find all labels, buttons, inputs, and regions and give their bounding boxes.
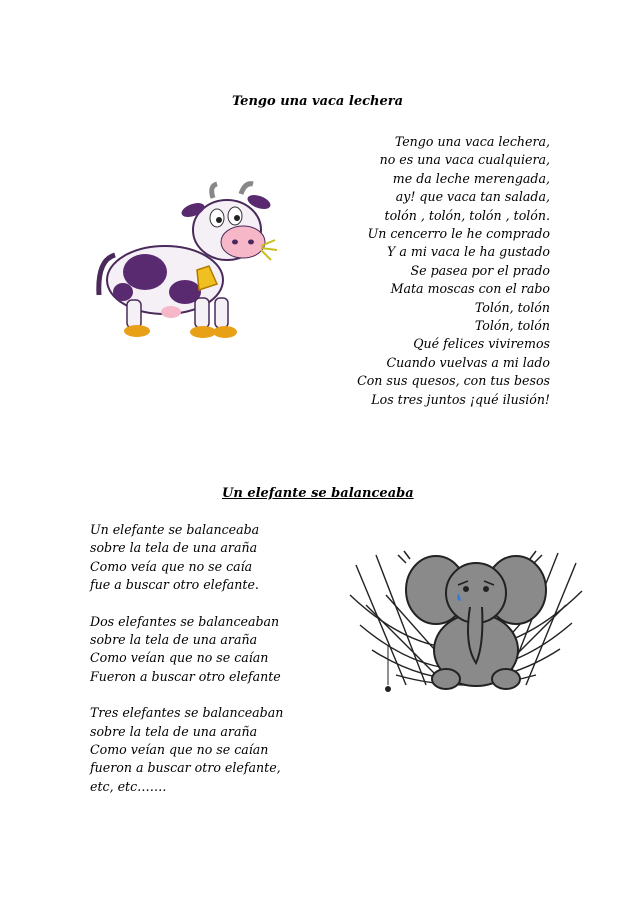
poem-line: Tengo una vaca lechera, <box>394 134 550 149</box>
poem-line: Tolón, tolón <box>474 299 550 315</box>
stanza-gap <box>90 686 340 704</box>
poem-line: me da leche merengada, <box>392 170 550 186</box>
poem-line: Como veían que no se caían <box>90 650 269 666</box>
poem-line: fue a buscar otro elefante. <box>90 577 259 593</box>
poem-line: Como veían que no se caían <box>90 742 269 758</box>
poem-line: Como veía que no se caía <box>90 558 253 574</box>
poem-line: sobre la tela de una araña <box>90 632 258 648</box>
poem-line: Tres elefantes se balanceaban <box>90 705 284 721</box>
poem-line: sobre la tela de una araña <box>90 723 258 739</box>
poem-elefante <box>90 521 340 796</box>
poem-line: Se pasea por el prado <box>410 262 550 278</box>
poem-line: sobre la tela de una araña <box>90 540 258 556</box>
poem-line: Dos elefantes se balanceaban <box>90 613 280 629</box>
poem-line: Los tres juntos ¡qué ilusión! <box>371 391 550 407</box>
poem-line: Mata moscas con el rabo <box>390 281 550 297</box>
poem-vaca-lechera <box>290 133 550 409</box>
poem-line: Y a mi vaca le ha gustado <box>387 244 550 260</box>
song-title-vaca: Tengo una vaca lechera <box>232 94 404 109</box>
poem-line: no es una vaca cualquiera, <box>379 152 550 168</box>
poem-line: Cuando vuelvas a mi lado <box>386 354 550 370</box>
poem-line: Fueron a buscar otro elefante <box>90 668 281 684</box>
poem-line: etc, etc……. <box>90 778 167 794</box>
elephant-on-web-illustration <box>346 545 586 705</box>
cow-illustration <box>85 180 285 350</box>
song-title-elefante: Un elefante se balanceaba <box>222 486 414 501</box>
poem-line: fueron a buscar otro elefante, <box>90 760 281 776</box>
poem-line: Con sus quesos, con tus besos <box>357 373 550 389</box>
poem-line: Tolón, tolón <box>474 318 550 334</box>
poem-line: Qué felices viviremos <box>413 336 550 352</box>
poem-line: Un cencerro le he comprado <box>367 226 550 242</box>
poem-line: ay! que vaca tan salada, <box>395 189 550 205</box>
stanza-gap <box>90 595 340 613</box>
poem-line: Un elefante se balanceaba <box>90 522 260 537</box>
poem-line: tolón , tolón, tolón , tolón. <box>384 207 550 223</box>
